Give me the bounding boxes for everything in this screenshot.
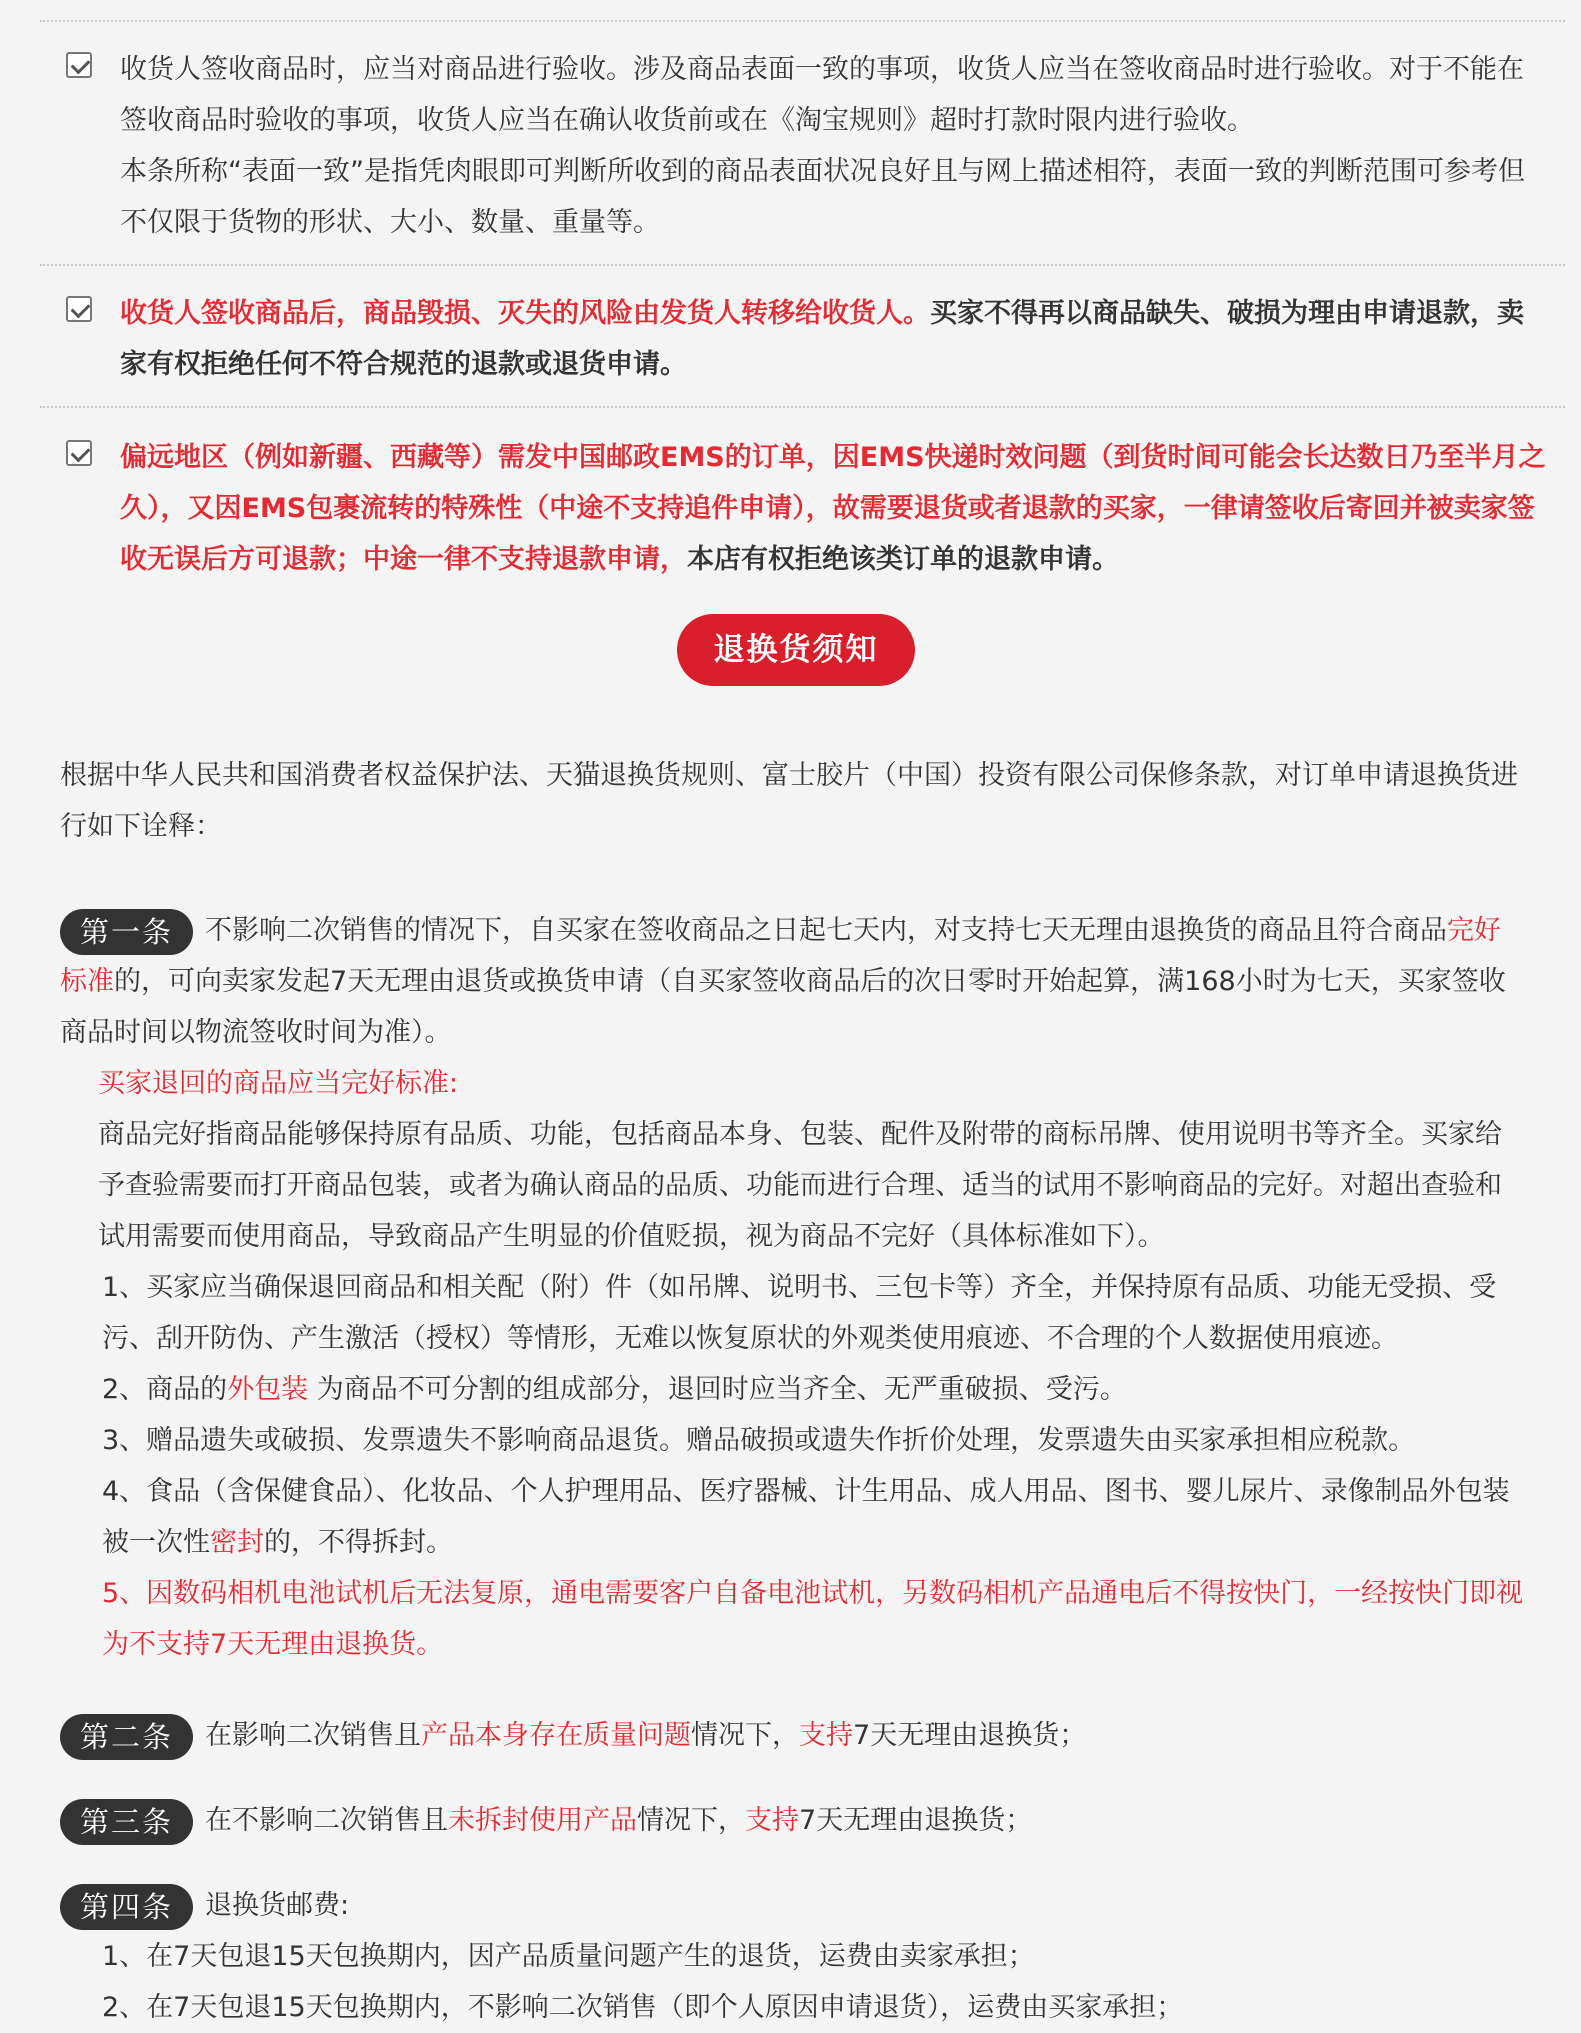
- checkbox-icon[interactable]: [66, 296, 92, 322]
- body-text: 买家不得再以商品缺失、破损为理由申请退款，卖家有权拒绝任何不符合规范的退款或退货申请。: [120, 298, 1524, 380]
- body-text: 不影响二次销售的情况下，自买家在签收商品之日起七天内，对支持七天无理由退换货的商品且符合商品: [205, 915, 1448, 946]
- body-text: 为商品不可分割的组成部分，退回时应当齐全、无严重破损、受污。: [308, 1374, 1127, 1405]
- checklist-paragraph: [120, 146, 1549, 248]
- body-text: 本店有权拒绝该类订单的退款申请。: [687, 544, 1119, 575]
- divider: [40, 20, 1565, 22]
- body-text: 在不影响二次销售且: [205, 1805, 449, 1836]
- article-1: [60, 905, 1525, 1670]
- body-text: 本条所称“表面一致”是指凭肉眼即可判断所收到的商品表面状况良好且与网上描述相符，表面一致的判断范围可参考但不仅限于货物的形状、大小、数量、重量等。: [120, 156, 1525, 238]
- article-3: [60, 1795, 1525, 1846]
- body-text: 4、食品（含保健食品）、化妆品、个人护理用品、医疗器械、计生用品、成人用品、图书、婴儿尿片、录像制品外包装被一次性: [102, 1476, 1510, 1558]
- body-text: 在影响二次销售且: [205, 1720, 422, 1751]
- article-4-text: [60, 1880, 1525, 1931]
- body-text: 2、商品的: [102, 1374, 228, 1405]
- article-badge: 第三条: [60, 1799, 193, 1845]
- highlight-text: 外包装: [227, 1374, 309, 1405]
- checkbox-icon[interactable]: [66, 52, 92, 78]
- highlight-text: 密封: [210, 1527, 264, 1558]
- standard-item: [60, 1364, 1525, 1415]
- highlight-text: 支持: [799, 1720, 854, 1751]
- checklist-item-1: [0, 44, 1581, 248]
- article-badge: 第四条: [60, 1884, 193, 1930]
- checkbox-icon[interactable]: [66, 440, 92, 466]
- body-text: 的，可向卖家发起7天无理由退货或换货申请（自买家签收商品后的次日零时开始起算，满168小时为七天，买家签收商品时间以物流签收时间为准）。: [60, 966, 1506, 1048]
- highlight-text: 5、因数码相机电池试机后无法复原，通电需要客户自备电池试机，另数码相机产品通电后不得按快门，一经按快门即视为不支持7天无理由退换货。: [102, 1578, 1524, 1660]
- article-2-text: [60, 1710, 1525, 1761]
- article-3-text: [60, 1795, 1525, 1846]
- intro-block: [60, 750, 1525, 852]
- standard-item: [60, 1466, 1525, 1568]
- standard-heading: 买家退回的商品应当完好标准:: [98, 1068, 459, 1099]
- checklist-item-2: [0, 288, 1581, 390]
- body-text: 7天无理由退换货；: [799, 1805, 1033, 1836]
- body-text: 收货人签收商品时，应当对商品进行验收。涉及商品表面一致的事项，收货人应当在签收商品时进行验收。对于不能在签收商品时验收的事项，收货人应当在确认收货前或在《淘宝规则》超时打款时限内进行验收。: [120, 54, 1524, 136]
- standard-items: [60, 1262, 1525, 1670]
- checklist-item-3: [0, 432, 1581, 585]
- highlight-text: 未拆封使用产品: [448, 1805, 638, 1836]
- standard-item: [60, 1568, 1525, 1670]
- checklist-paragraph: [120, 288, 1549, 390]
- standard-description: 商品完好指商品能够保持原有品质、功能，包括商品本身、包装、配件及附带的商标吊牌、使用说明书等齐全。买家给予查验需要而打开商品包装，或者为确认商品的品质、功能而进行合理、适当的试用不影响商品的完好。对超出查验和试用需要而使用商品，导致商品产生明显的价值贬损，视为商品不完好（具体标准如下）。: [98, 1119, 1502, 1252]
- checklist-paragraph: [120, 44, 1549, 146]
- highlight-text: 产品本身存在质量问题: [421, 1720, 692, 1751]
- section-title: 退换货须知: [677, 614, 915, 686]
- highlight-text: 支持: [745, 1805, 800, 1836]
- article-badge: 第二条: [60, 1714, 193, 1760]
- highlight-text: 收货人签收商品后，商品毁损、灭失的风险由发货人转移给收货人。: [120, 298, 930, 329]
- article-badge: 第一条: [60, 909, 193, 955]
- article-2: [60, 1710, 1525, 1761]
- standard-item: [60, 1262, 1525, 1364]
- divider: [40, 264, 1565, 266]
- highlight-text: 偏远地区（例如新疆、西藏等）需发中国邮政EMS的订单，因EMS快递时效问题（到货时间可能会长达数日乃至半月之久），又因EMS包裹流转的特殊性（中途不支持追件申请），故需要退货或者退款的买家，一律请签收后寄回并被卖家签收无误后方可退款；中途一律不支持退款申请，: [120, 442, 1546, 575]
- article-1-text: [60, 905, 1525, 1058]
- standard-item: [60, 1415, 1525, 1466]
- body-text: 的，不得拆封。: [264, 1527, 453, 1558]
- article-4: [60, 1880, 1525, 2033]
- checklist-paragraph: [120, 432, 1549, 585]
- postage-item: 2、在7天包退15天包换期内，不影响二次销售（即个人原因申请退货），运费由买家承担；: [102, 1992, 1184, 2023]
- article-4-heading: 退换货邮费:: [205, 1890, 350, 1921]
- intro-text: 根据中华人民共和国消费者权益保护法、天猫退换货规则、富士胶片（中国）投资有限公司保修条款，对订单申请退换货进行如下诠释：: [60, 760, 1518, 842]
- postage-item: 1、在7天包退15天包换期内，因产品质量问题产生的退货，运费由卖家承担；: [102, 1941, 1035, 1972]
- body-text: 3、赠品遗失或破损、发票遗失不影响商品退货。赠品破损或遗失作折价处理，发票遗失由买家承担相应税款。: [102, 1425, 1416, 1456]
- highlight-text: 完好标准: [60, 915, 1502, 997]
- body-text: 1、买家应当确保退回商品和相关配（附）件（如吊牌、说明书、三包卡等）齐全，并保持原有品质、功能无受损、受污、刮开防伪、产生激活（授权）等情形，无难以恢复原状的外观类使用痕迹、不合理的个人数据使用痕迹。: [102, 1272, 1497, 1354]
- divider: [40, 406, 1565, 408]
- body-text: 情况下，: [637, 1805, 746, 1836]
- body-text: 7天无理由退换货；: [853, 1720, 1087, 1751]
- body-text: 情况下，: [691, 1720, 800, 1751]
